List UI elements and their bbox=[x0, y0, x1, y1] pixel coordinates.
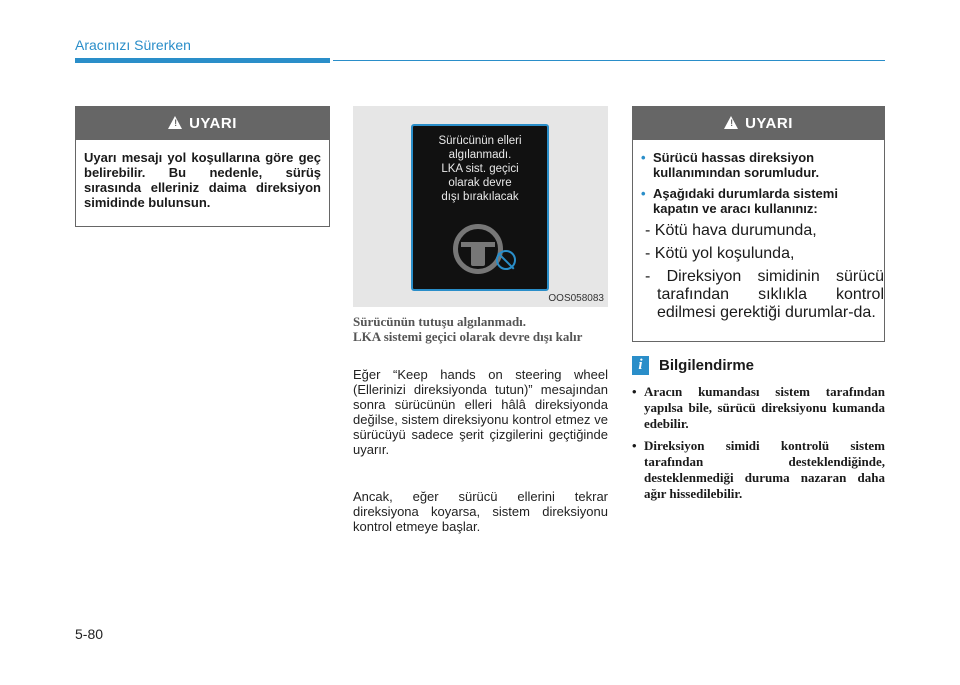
cluster-line: olarak devre bbox=[448, 177, 512, 189]
warning-item bbox=[641, 186, 876, 216]
figure-cluster-display bbox=[353, 106, 608, 307]
caption-line: LKA sistemi geçici olarak devre dışı kalır bbox=[353, 329, 583, 344]
info-title: Bilgilendirme bbox=[659, 356, 755, 374]
warning-subitem: - Kötü hava durumunda, bbox=[645, 222, 817, 239]
steering-wheel-hub bbox=[471, 244, 485, 266]
warning-body: Uyarı mesajı yol koşullarına göre geç belirebilir. Bu nedenle, sürüş sırasında elleriniz daima direksiyon simidinde bulunsun. bbox=[84, 150, 321, 210]
info-list bbox=[632, 384, 885, 508]
page-number: 5-80 bbox=[75, 626, 104, 642]
warning-item bbox=[641, 150, 876, 180]
warning-triangle-icon: ! bbox=[168, 116, 182, 129]
warning-item-text: Sürücü hassas direksiyon kullanımından sorumludur. bbox=[653, 150, 820, 180]
warning-title: UYARI bbox=[189, 115, 237, 132]
cluster-line: Sürücünün elleri bbox=[438, 135, 522, 147]
cluster-line: algılanmadı. bbox=[448, 149, 512, 161]
info-item-text: Aracın kumandası sistem tarafından yapılsa bile, sürücü direksiyonu kumanda edebilir. bbox=[644, 384, 885, 431]
info-item bbox=[632, 438, 885, 502]
warning-box-right bbox=[632, 106, 885, 342]
info-item-text: Direksiyon simidi kontrolü sistem tarafından desteklendiğinde, desteklenmediği duruma nazaran daha ağır hissedilebilir. bbox=[644, 438, 885, 501]
header-rule-thick bbox=[75, 58, 330, 63]
cluster-line: LKA sist. geçici bbox=[441, 163, 519, 175]
body-paragraph: Eğer “Keep hands on steering wheel (Ellerinizi direksiyonda tutun)” mesajından sonra sürücünün elleri hâlâ direksiyonda değilse, sistem direksiyonu kontrol etmez ve sürücüyü sadece şerit çizgilerini geçtiğinde uyarır. bbox=[353, 367, 608, 457]
warning-subitem: - Kötü yol koşulunda, bbox=[645, 245, 795, 262]
prohibited-icon bbox=[496, 250, 516, 270]
body-paragraph: Ancak, eğer sürücü ellerini tekrar direksiyona koyarsa, sistem direksiyonu kontrol etmeye başlar. bbox=[353, 489, 608, 534]
bullet-icon: • bbox=[632, 384, 637, 399]
cluster-message bbox=[413, 134, 547, 204]
figure-code: OOS058083 bbox=[548, 293, 604, 304]
figure-caption bbox=[353, 314, 608, 344]
warning-list bbox=[633, 140, 884, 216]
caption-line: Sürücünün tutuşu algılanmadı. bbox=[353, 314, 527, 329]
warning-triangle-icon: ! bbox=[724, 116, 738, 129]
info-icon: i bbox=[632, 356, 649, 375]
warning-sublist bbox=[633, 222, 884, 322]
info-header bbox=[632, 355, 754, 375]
cluster-line: dışı bırakılacak bbox=[441, 191, 519, 203]
header-rule-thin bbox=[333, 60, 885, 61]
bullet-icon: • bbox=[641, 150, 646, 165]
warning-item-text: Aşağıdaki durumlarda sistemi kapatın ve aracı kullanınız: bbox=[653, 186, 838, 216]
warning-box-left bbox=[75, 106, 330, 227]
warning-header bbox=[633, 107, 884, 140]
bullet-icon: • bbox=[632, 438, 637, 453]
warning-title: UYARI bbox=[745, 115, 793, 132]
info-item bbox=[632, 384, 885, 432]
cluster-screen bbox=[411, 124, 549, 291]
section-title: Aracınızı Sürerken bbox=[75, 37, 191, 53]
bullet-icon: • bbox=[641, 186, 646, 201]
warning-header bbox=[76, 107, 329, 140]
warning-subitem: - Direksiyon simidinin sürücü tarafından sıklıkla kontrol edilmesi gerektiği durumlar-da. bbox=[645, 268, 884, 321]
